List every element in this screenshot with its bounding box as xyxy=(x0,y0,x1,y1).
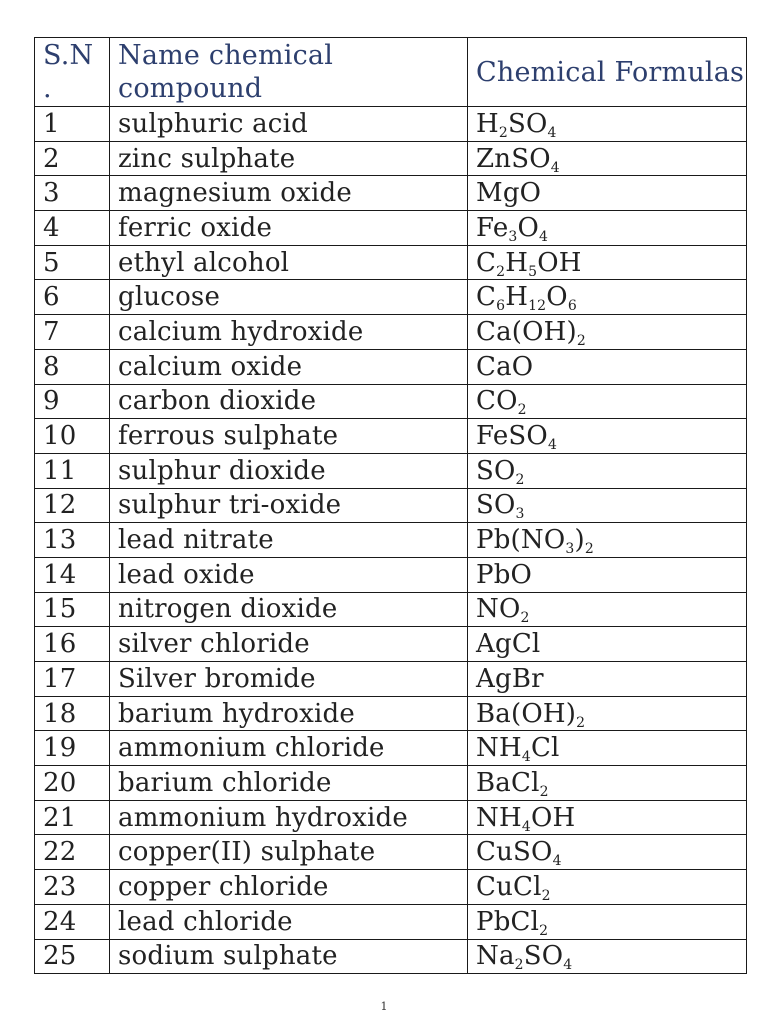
formula-subscript: 3 xyxy=(508,228,518,245)
compound-name-cell: zinc sulphate xyxy=(110,141,468,176)
table-row xyxy=(35,245,747,280)
compound-name-cell: sulphur tri-oxide xyxy=(110,488,468,523)
serial-number-cell: 5 xyxy=(35,245,110,280)
formula-subscript: 3 xyxy=(515,506,525,523)
table-row xyxy=(35,349,747,384)
formula-subscript: 2 xyxy=(541,887,551,904)
formula-subscript: 2 xyxy=(576,332,586,349)
formula-subscript: 2 xyxy=(539,922,549,939)
chemical-formula-cell xyxy=(468,592,747,627)
formula-symbol: NO xyxy=(476,594,521,625)
table-row xyxy=(35,419,747,454)
compound-name-cell: sodium sulphate xyxy=(110,939,468,974)
formula-symbol: CuCl xyxy=(476,871,542,902)
serial-number-cell: 21 xyxy=(35,800,110,835)
serial-number-cell: 15 xyxy=(35,592,110,627)
serial-number-cell: 18 xyxy=(35,696,110,731)
table-row xyxy=(35,696,747,731)
table-row xyxy=(35,488,747,523)
compound-name-cell: glucose xyxy=(110,280,468,315)
formula-symbol: ZnSO xyxy=(476,143,551,174)
table-row xyxy=(35,766,747,801)
header-compound-name: Name chemical compound xyxy=(110,38,468,107)
compound-name-cell: barium chloride xyxy=(110,766,468,801)
chemical-formula-cell xyxy=(468,211,747,246)
formula-symbol: PbO xyxy=(476,559,533,590)
formula-symbol: CaO xyxy=(476,351,534,382)
serial-number-cell: 17 xyxy=(35,662,110,697)
serial-number-cell: 23 xyxy=(35,870,110,905)
table-row xyxy=(35,176,747,211)
chemical-formula-cell xyxy=(468,904,747,939)
compound-name-cell: copper chloride xyxy=(110,870,468,905)
compound-name-cell: copper(II) sulphate xyxy=(110,835,468,870)
formula-symbol: H xyxy=(505,282,529,313)
chemical-formula-cell xyxy=(468,280,747,315)
formula-symbol: PbCl xyxy=(476,906,540,937)
serial-number-cell: 20 xyxy=(35,766,110,801)
formula-subscript: 4 xyxy=(547,124,557,141)
chemical-formula-cell xyxy=(468,141,747,176)
table-row xyxy=(35,835,747,870)
formula-symbol: H xyxy=(476,108,499,139)
serial-number-cell: 7 xyxy=(35,315,110,350)
chemical-formula-cell xyxy=(468,696,747,731)
formula-subscript: 3 xyxy=(565,541,575,558)
compound-name-cell: ferric oxide xyxy=(110,211,468,246)
chemical-formula-cell xyxy=(468,800,747,835)
formula-symbol: BaCl xyxy=(476,767,540,798)
formula-subscript: 4 xyxy=(550,159,560,176)
formula-symbol: CO xyxy=(476,386,518,417)
formula-symbol: SO xyxy=(476,490,516,521)
table-row xyxy=(35,384,747,419)
formula-symbol: Ba(OH) xyxy=(476,698,577,729)
formula-symbol: Na xyxy=(476,941,515,972)
table-row xyxy=(35,315,747,350)
formula-subscript: 12 xyxy=(528,298,547,315)
formula-subscript: 4 xyxy=(539,228,549,245)
header-chemical-formula: Chemical Formulas xyxy=(468,38,747,107)
chemical-formula-cell xyxy=(468,315,747,350)
chemical-formula-cell xyxy=(468,176,747,211)
compound-name-cell: lead chloride xyxy=(110,904,468,939)
formula-subscript: 2 xyxy=(496,263,506,280)
formula-symbol: MgO xyxy=(476,178,542,209)
compound-name-cell: ethyl alcohol xyxy=(110,245,468,280)
formula-symbol: O xyxy=(546,282,568,313)
chemical-formula-cell xyxy=(468,939,747,974)
chemical-formula-cell xyxy=(468,870,747,905)
formula-symbol: C xyxy=(476,282,497,313)
formula-symbol: ) xyxy=(574,525,585,556)
formula-subscript: 4 xyxy=(563,957,573,974)
formula-symbol: Pb(NO xyxy=(476,525,566,556)
header-serial-number: S.N . xyxy=(35,38,110,107)
table-row xyxy=(35,592,747,627)
serial-number-cell: 11 xyxy=(35,453,110,488)
chemical-formula-cell xyxy=(468,835,747,870)
chemical-formula-cell xyxy=(468,731,747,766)
chemical-formula-cell xyxy=(468,557,747,592)
serial-number-cell: 25 xyxy=(35,939,110,974)
serial-number-cell: 3 xyxy=(35,176,110,211)
serial-number-cell: 24 xyxy=(35,904,110,939)
table-row xyxy=(35,523,747,558)
formula-subscript: 2 xyxy=(539,783,549,800)
formula-symbol: O xyxy=(517,212,540,243)
compound-name-cell: sulphuric acid xyxy=(110,107,468,142)
table-row xyxy=(35,141,747,176)
formula-subscript: 6 xyxy=(567,298,577,315)
chemical-formula-cell xyxy=(468,419,747,454)
formula-subscript: 6 xyxy=(496,298,506,315)
table-row xyxy=(35,107,747,142)
formula-symbol: AgBr xyxy=(476,663,544,694)
compound-name-cell: magnesium oxide xyxy=(110,176,468,211)
formula-subscript: 2 xyxy=(517,402,527,419)
serial-number-cell: 2 xyxy=(35,141,110,176)
formula-symbol: NH xyxy=(476,733,522,764)
header-row xyxy=(35,38,747,107)
chemical-formula-cell xyxy=(468,662,747,697)
formula-symbol: H xyxy=(505,247,529,278)
table-row xyxy=(35,453,747,488)
formula-symbol: NH xyxy=(476,802,522,833)
chemical-formula-cell xyxy=(468,453,747,488)
compound-name-cell: nitrogen dioxide xyxy=(110,592,468,627)
serial-number-cell: 9 xyxy=(35,384,110,419)
formula-subscript: 4 xyxy=(552,853,562,870)
chemical-formula-cell xyxy=(468,384,747,419)
table-row xyxy=(35,939,747,974)
table-row xyxy=(35,870,747,905)
formula-symbol: Fe xyxy=(476,212,509,243)
compound-name-cell: lead oxide xyxy=(110,557,468,592)
compound-name-cell: calcium hydroxide xyxy=(110,315,468,350)
serial-number-cell: 1 xyxy=(35,107,110,142)
compound-name-cell: barium hydroxide xyxy=(110,696,468,731)
table-row xyxy=(35,557,747,592)
formula-symbol: CuSO xyxy=(476,837,553,868)
compound-name-cell: sulphur dioxide xyxy=(110,453,468,488)
table-row xyxy=(35,800,747,835)
formula-subscript: 4 xyxy=(547,437,558,454)
chemical-formula-cell xyxy=(468,107,747,142)
table-row xyxy=(35,662,747,697)
chemical-formula-cell xyxy=(468,627,747,662)
formula-symbol: FeSO xyxy=(476,421,548,452)
compound-name-cell: calcium oxide xyxy=(110,349,468,384)
formula-symbol: SO xyxy=(476,455,516,486)
formula-subscript: 2 xyxy=(498,124,508,141)
compound-name-cell: ferrous sulphate xyxy=(110,419,468,454)
serial-number-cell: 16 xyxy=(35,627,110,662)
formula-subscript: 2 xyxy=(520,610,530,627)
table-row xyxy=(35,904,747,939)
formula-symbol: AgCl xyxy=(476,629,541,660)
serial-number-cell: 8 xyxy=(35,349,110,384)
formula-symbol: SO xyxy=(523,941,564,972)
formula-symbol: Ca(OH) xyxy=(476,316,577,347)
chemical-formulas-table xyxy=(34,37,747,974)
compound-name-cell: ammonium chloride xyxy=(110,731,468,766)
serial-number-cell: 6 xyxy=(35,280,110,315)
formula-symbol: OH xyxy=(530,802,576,833)
formula-subscript: 2 xyxy=(514,957,524,974)
formula-subscript: 2 xyxy=(584,541,594,558)
formula-symbol: C xyxy=(476,247,497,278)
serial-number-cell: 22 xyxy=(35,835,110,870)
formula-symbol: SO xyxy=(507,108,548,139)
serial-number-cell: 4 xyxy=(35,211,110,246)
serial-number-cell: 19 xyxy=(35,731,110,766)
chemical-formula-cell xyxy=(468,488,747,523)
table-row xyxy=(35,627,747,662)
serial-number-cell: 13 xyxy=(35,523,110,558)
chemical-formula-cell xyxy=(468,523,747,558)
serial-number-cell: 10 xyxy=(35,419,110,454)
formula-subscript: 4 xyxy=(521,749,531,766)
compound-name-cell: silver chloride xyxy=(110,627,468,662)
compound-name-cell: Silver bromide xyxy=(110,662,468,697)
formula-subscript: 2 xyxy=(576,714,586,731)
chemical-formula-cell xyxy=(468,766,747,801)
formula-symbol: OH xyxy=(537,247,582,278)
table-row xyxy=(35,211,747,246)
compound-name-cell: carbon dioxide xyxy=(110,384,468,419)
chemical-formula-cell xyxy=(468,245,747,280)
formula-subscript: 5 xyxy=(528,263,538,280)
serial-number-cell: 14 xyxy=(35,557,110,592)
compound-name-cell: ammonium hydroxide xyxy=(110,800,468,835)
formula-symbol: Cl xyxy=(530,733,560,764)
table-row xyxy=(35,731,747,766)
table-row xyxy=(35,280,747,315)
page-number: 1 xyxy=(380,1000,388,1013)
serial-number-cell: 12 xyxy=(35,488,110,523)
chemical-formula-cell xyxy=(468,349,747,384)
formula-subscript: 4 xyxy=(521,818,531,835)
formula-subscript: 2 xyxy=(515,471,525,488)
compound-name-cell: lead nitrate xyxy=(110,523,468,558)
